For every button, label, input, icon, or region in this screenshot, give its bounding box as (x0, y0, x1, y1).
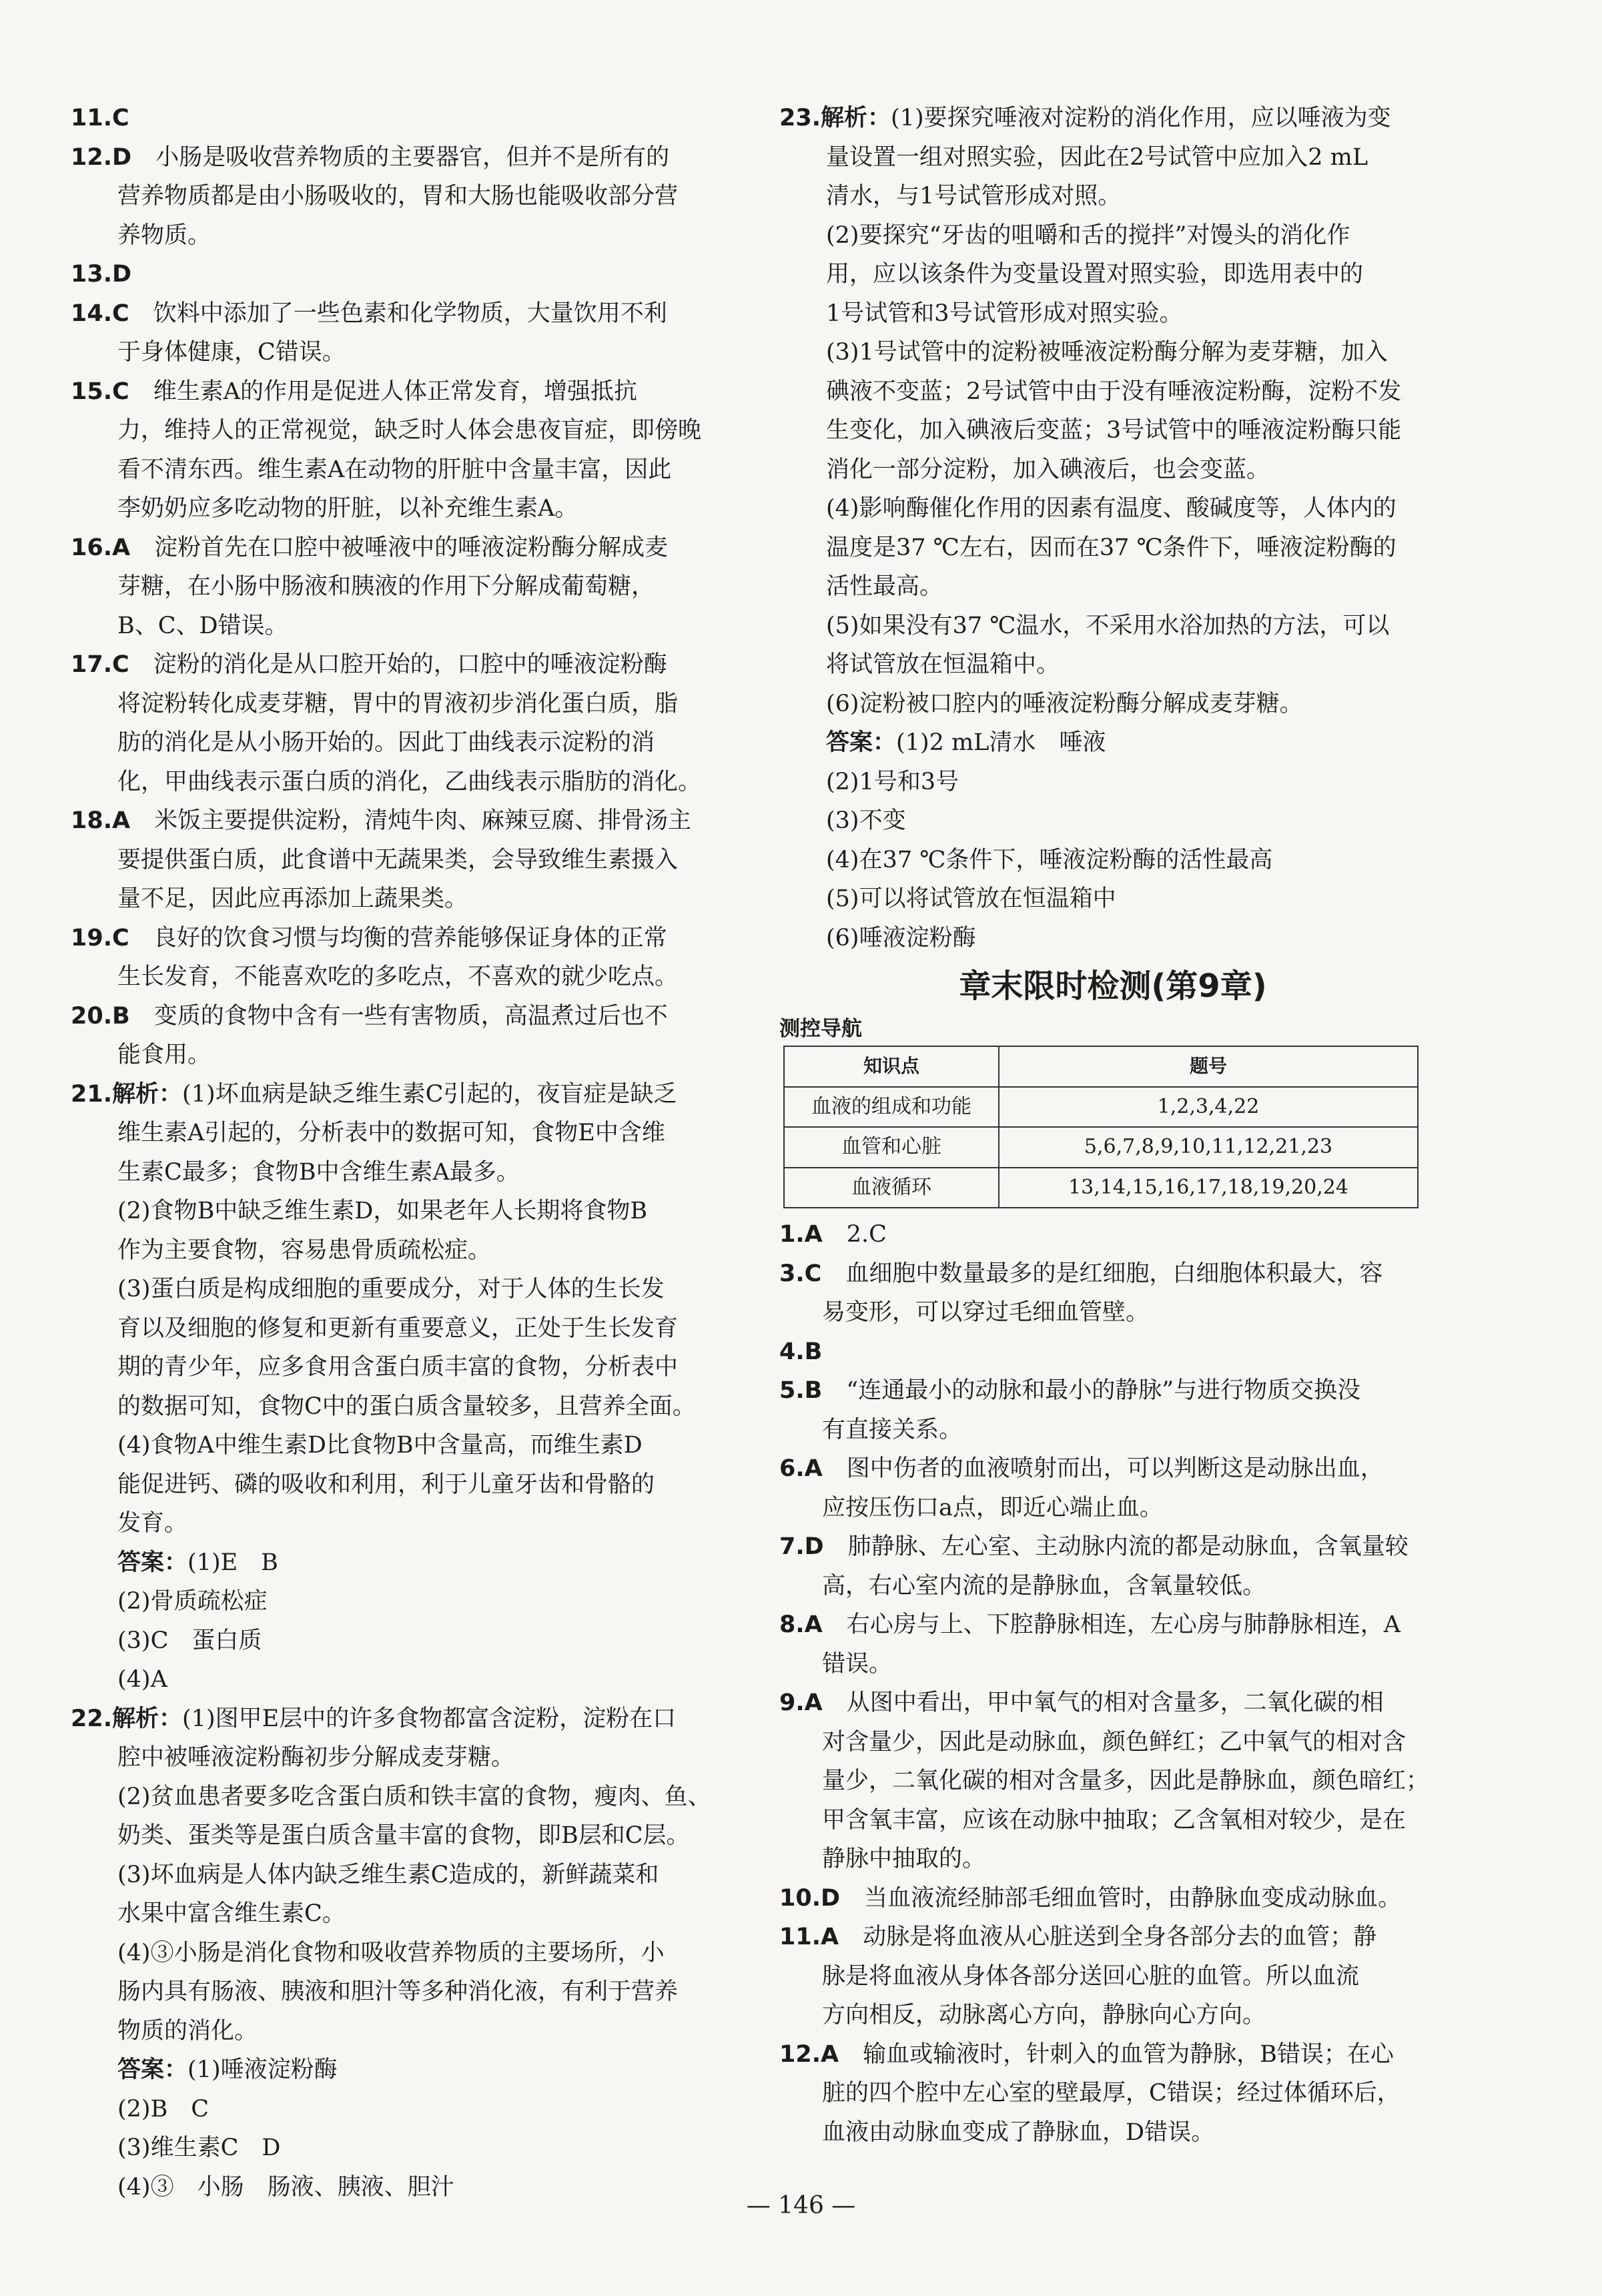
question-number: 18. (71, 807, 113, 834)
line-text: 当血液流经肺部毛细血管时，由静脉血变成动脉血。 (864, 1884, 1402, 1912)
nav-title: 测控导航 (779, 1017, 862, 1041)
text-line (71, 1192, 745, 1231)
text-line (779, 2035, 1447, 2074)
question-number: 15. (71, 378, 113, 405)
text-line (71, 1465, 745, 1505)
line-text: (3)1号试管中的淀粉被唾液淀粉酶分解为麦芽糖，加入 (826, 339, 1388, 366)
text-line (71, 528, 745, 568)
answer-letter: B (804, 1377, 823, 1404)
text-line (71, 607, 745, 646)
text-line (71, 1036, 745, 1075)
answers-block (779, 1215, 1447, 2152)
line-text: (1)2 mL清水 唾液 (896, 729, 1106, 756)
text-line (779, 1332, 1447, 1372)
answer-letter: D (112, 261, 132, 288)
line-text: 化，甲曲线表示蛋白质的消化，乙曲线表示脂肪的消化。 (117, 768, 702, 795)
question-number: 23. (779, 105, 821, 131)
text-line (779, 99, 1447, 138)
text-line (71, 958, 745, 997)
text-line (71, 1816, 745, 1856)
answer-letter: A (804, 1689, 823, 1716)
question-number: 9. (779, 1689, 805, 1716)
line-text: 生长发育，不能喜欢吃的多吃点，不喜欢的就少吃点。 (117, 964, 679, 990)
line-text: 淀粉首先在口腔中被唾液中的唾液淀粉酶分解成麦 (154, 534, 669, 561)
line-text: 腔中被唾液淀粉酶初步分解成麦芽糖。 (117, 1744, 515, 1771)
text-line (71, 1543, 745, 1583)
line-text: 脉是将血液从身体各部分送回心脏的血管。所以血流 (822, 1962, 1360, 1990)
line-text: (2)骨质疏松症 (117, 1588, 268, 1615)
question-number: 12. (71, 143, 113, 171)
line-text: (2)贫血患者要多吃含蛋白质和铁丰富的食物，瘦肉、鱼、 (117, 1783, 711, 1810)
text-line (779, 919, 1447, 958)
line-text: 肺静脉、左心室、主动脉内流的都是动脉血，含氧量较 (847, 1533, 1409, 1560)
line-text: 维生素A引起的，分析表中的数据可知，食物E中含维 (117, 1120, 665, 1146)
line-text: 养物质。 (117, 222, 212, 249)
question-number: 11. (71, 105, 113, 131)
text-line (779, 879, 1447, 919)
question-number: 19. (71, 924, 113, 951)
question-number: 7. (779, 1533, 805, 1560)
line-text: (1)唾液淀粉酶 (187, 2056, 338, 2083)
text-line (779, 1683, 1447, 1723)
table-header-question: 题号 (999, 1046, 1418, 1087)
line-text: 从图中看出，甲中氧气的相对含量多，二氧化碳的相 (846, 1689, 1384, 1716)
question-number: 5. (779, 1377, 805, 1404)
knowledge-table (783, 1046, 1419, 1208)
line-text: (6)唾液淀粉酶 (826, 924, 976, 951)
text-line (71, 879, 745, 919)
line-text: (1)图甲E层中的许多食物都富含淀粉，淀粉在口 (182, 1705, 677, 1732)
text-line (71, 255, 745, 294)
question-number: 21. (71, 1080, 113, 1108)
answer-letter: C (112, 300, 129, 327)
text-line (779, 1254, 1447, 1294)
question-number: 4. (779, 1338, 805, 1365)
answer-label: 答案： (117, 1549, 188, 1576)
text-line (779, 645, 1447, 685)
line-text: (2)B C (117, 2095, 210, 2123)
page-number: — 146 — (746, 2192, 856, 2219)
line-text: 的数据可知，食物C中的蛋白质含量较多，且营养全面。 (117, 1393, 696, 1420)
text-line (71, 1660, 745, 1699)
line-text: 力，维持人的正常视觉，缺乏时人体会患夜盲症，即傍晚 (117, 417, 702, 444)
text-line (779, 372, 1447, 412)
table-row (784, 1087, 1418, 1128)
line-text: 看不清东西。维生素A在动物的肝脏中含量丰富，因此 (117, 456, 672, 483)
text-line (779, 1801, 1447, 1840)
answer-letter: C (112, 651, 129, 678)
right-column (779, 99, 1447, 2152)
text-line (779, 841, 1447, 880)
line-text: 高，右心室内流的是静脉血，含氧量较低。 (822, 1572, 1266, 1599)
line-text: 图中伤者的血液喷射而出，可以判断这是动脉出血， (846, 1455, 1384, 1482)
line-text: 右心房与上、下腔静脉相连，左心房与肺静脉相连，A (846, 1611, 1401, 1638)
answer-letter: D (821, 1884, 841, 1912)
text-line (779, 1723, 1447, 1762)
text-line (71, 372, 745, 412)
answer-letter: B (804, 1338, 823, 1365)
table-cell-numbers: 5,6,7,8,9,10,11,12,21,23 (999, 1127, 1418, 1168)
line-text: 淀粉的消化是从口腔开始的，口腔中的唾液淀粉酶 (153, 651, 667, 678)
line-text: (4)影响酶催化作用的因素有温度、酸碱度等，人体内的 (826, 495, 1396, 522)
question-number: 16. (71, 534, 113, 561)
line-text: 将试管放在恒温箱中。 (826, 651, 1060, 678)
question-number: 17. (71, 651, 113, 678)
line-text: 变质的食物中含有一些有害物质，高温煮过后也不 (153, 1002, 668, 1030)
line-text: (4)在37 ℃条件下，唾液淀粉酶的活性最高 (826, 846, 1273, 873)
text-line (71, 1504, 745, 1543)
line-text: 清水，与1号试管形成对照。 (826, 183, 1122, 210)
line-text: (3)不变 (826, 807, 906, 834)
text-line (779, 1762, 1447, 1801)
text-line (779, 567, 1447, 607)
answer-label: 答案： (117, 2056, 188, 2083)
line-text: 血细胞中数量最多的是红细胞，白细胞体积最大，容 (845, 1260, 1383, 1287)
line-text: (2)食物B中缺乏维生素D，如果老年人长期将食物B (117, 1198, 648, 1224)
text-line (71, 1075, 745, 1114)
line-text: 温度是37 ℃左右，因而在37 ℃条件下，唾液淀粉酶的 (826, 534, 1396, 561)
line-text: (4)③ 小肠 肠液、胰液、胆汁 (117, 2173, 454, 2201)
text-line (71, 1621, 745, 1661)
question-number: 14. (71, 300, 113, 327)
text-line (71, 138, 745, 177)
text-line (779, 1918, 1447, 1957)
text-line (71, 2129, 745, 2168)
text-line (71, 489, 745, 528)
text-line (779, 1879, 1447, 1918)
line-text: 能食用。 (117, 1042, 212, 1068)
table-cell-topic: 血液的组成和功能 (784, 1087, 999, 1128)
text-line (71, 1699, 745, 1739)
question-23-block (779, 99, 1447, 958)
analysis-label: 解析： (112, 1705, 183, 1732)
text-line (71, 1582, 745, 1621)
text-line (71, 1934, 745, 1973)
question-number: 10. (779, 1884, 821, 1912)
line-text: B、C、D错误。 (117, 612, 288, 639)
text-line (71, 2090, 745, 2129)
line-text: 应按压伤口a点，即近心端止血。 (822, 1494, 1163, 1521)
line-text: (1)要探究唾液对淀粉的消化作用，应以唾液为变 (891, 105, 1391, 131)
section-title: 章末限时检测(第9章) (959, 968, 1267, 1005)
table-cell-numbers: 1,2,3,4,22 (999, 1087, 1418, 1128)
line-text: (2)1号和3号 (826, 768, 959, 795)
line-text: (5)如果没有37 ℃温水，不采用水浴加热的方法，可以 (826, 612, 1390, 639)
text-line (779, 1371, 1447, 1411)
text-line (71, 333, 745, 372)
text-line (71, 1426, 745, 1465)
line-text: 活性最高。 (826, 573, 943, 600)
text-line (779, 1527, 1447, 1567)
table-cell-topic: 血液循环 (784, 1168, 999, 1208)
line-text: 米饭主要提供淀粉，清炖牛肉、麻辣豆腐、排骨汤主 (154, 807, 692, 834)
text-line (779, 763, 1447, 802)
line-text: 芽糖，在小肠中肠液和胰液的作用下分解成葡萄糖， (117, 573, 655, 600)
analysis-label: 解析： (112, 1080, 183, 1108)
line-text: 将淀粉转化成麦芽糖，胃中的胃液初步消化蛋白质，脂 (117, 690, 679, 717)
text-line (71, 2012, 745, 2051)
left-column (71, 99, 745, 2207)
line-text: 输血或输液时，针刺入的血管为静脉，B错误；在心 (863, 2040, 1394, 2068)
text-line (71, 2050, 745, 2090)
line-text: 易变形，可以穿过毛细血管壁。 (822, 1299, 1150, 1326)
text-line (71, 1894, 745, 1934)
text-line (71, 1153, 745, 1192)
text-line (779, 489, 1447, 528)
text-line (71, 1270, 745, 1309)
line-text: (4)食物A中维生素D比食物B中含量高，而维生素D (117, 1432, 643, 1459)
line-text: 消化一部分淀粉，加入碘液后，也会变蓝。 (826, 456, 1270, 483)
line-text: 良好的饮食习惯与均衡的营养能够保证身体的正常 (153, 924, 667, 951)
answer-letter: A (112, 534, 131, 561)
question-number: 11. (779, 1924, 821, 1950)
answer-letter: C (112, 924, 129, 951)
table-cell-numbers: 13,14,15,16,17,18,19,20,24 (999, 1168, 1418, 1208)
line-text: 维生素A的作用是促进人体正常发育，增强抵抗 (153, 378, 637, 405)
answer-letter: D (112, 143, 132, 171)
text-line (779, 685, 1447, 724)
text-line (779, 607, 1447, 646)
text-line (779, 1449, 1447, 1489)
line-text: 于身体健康，C错误。 (117, 339, 346, 366)
line-text: 作为主要食物，容易患骨质疏松症。 (117, 1236, 492, 1264)
line-text: 物质的消化。 (117, 2017, 258, 2044)
line-text: 小肠是吸收营养物质的主要器官，但并不是所有的 (155, 143, 670, 171)
line-text: 发育。 (117, 1510, 188, 1537)
question-number: 1. (779, 1221, 805, 1248)
text-line (779, 177, 1447, 216)
text-line (779, 1840, 1447, 1879)
text-line (71, 1738, 745, 1778)
text-line (71, 1856, 745, 1895)
line-text: 肠内具有肠液、胰液和胆汁等多种消化液，有利于营养 (117, 1978, 679, 2005)
line-text: (5)可以将试管放在恒温箱中 (826, 885, 1116, 912)
text-line (779, 1293, 1447, 1332)
line-text: 水果中富含维生素C。 (117, 1900, 346, 1927)
answer-letter: A (804, 1611, 823, 1638)
line-text: 错误。 (822, 1650, 893, 1677)
question-number: 20. (71, 1002, 113, 1030)
text-line (779, 1489, 1447, 1528)
text-line (71, 763, 745, 802)
line-text: 血液由动脉血变成了静脉血，D错误。 (822, 2119, 1215, 2146)
text-line (71, 450, 745, 490)
line-text: 期的青少年，应多食用含蛋白质丰富的食物，分析表中 (117, 1354, 679, 1381)
text-line (779, 1996, 1447, 2035)
text-line (779, 294, 1447, 334)
line-text: 李奶奶应多吃动物的肝脏，以补充维生素A。 (117, 495, 578, 522)
line-text: 脏的四个腔中左心室的壁最厚，C错误；经过体循环后， (822, 2080, 1400, 2107)
line-text: 育以及细胞的修复和更新有重要意义，正处于生长发育 (117, 1314, 679, 1342)
line-text: 饮料中添加了一些色素和化学物质，大量饮用不利 (153, 300, 667, 327)
text-line (779, 255, 1447, 294)
question-number: 22. (71, 1705, 113, 1732)
answer-letter: B (112, 1002, 130, 1030)
text-line (71, 99, 745, 138)
question-number: 8. (779, 1611, 805, 1638)
text-line (779, 1215, 1447, 1254)
text-line (71, 723, 745, 763)
text-line (71, 841, 745, 880)
text-line (71, 997, 745, 1036)
text-line (779, 138, 1447, 177)
text-line (779, 450, 1447, 490)
table-row (784, 1168, 1418, 1208)
answer-letter: A (804, 1221, 823, 1248)
text-line (71, 1778, 745, 1817)
line-text: 量不足，因此应再添加上蔬果类。 (117, 885, 468, 912)
answer-letter: A (821, 2040, 839, 2068)
line-text: 肪的消化是从小肠开始的。因此丁曲线表示淀粉的消 (117, 729, 655, 756)
line-text: (1)E B (187, 1549, 278, 1576)
text-line (71, 801, 745, 841)
line-text: 1号试管和3号试管形成对照实验。 (826, 300, 1183, 327)
line-text: 奶类、蛋类等是蛋白质含量丰富的食物，即B层和C层。 (117, 1822, 690, 1849)
line-text: 方向相反，动脉离心方向，静脉向心方向。 (822, 2002, 1266, 2028)
text-line (71, 177, 745, 216)
table-header-row (784, 1046, 1418, 1087)
line-text: “连通最小的动脉和最小的静脉”与进行物质交换没 (846, 1377, 1361, 1404)
text-line (779, 411, 1447, 450)
answer-letter: D (804, 1533, 824, 1560)
line-text: (2)要探究“牙齿的咀嚼和舌的搅拌”对馒头的消化作 (826, 222, 1350, 249)
text-line (779, 1605, 1447, 1645)
line-text: (4)③小肠是消化食物和吸收营养物质的主要场所，小 (117, 1939, 665, 1966)
text-line (71, 919, 745, 958)
line-text: 静脉中抽取的。 (822, 1846, 986, 1872)
text-line (779, 1411, 1447, 1450)
answer-letter: C (112, 105, 129, 131)
text-line (779, 1567, 1447, 1606)
table-cell-topic: 血管和心脏 (784, 1127, 999, 1168)
text-line (779, 528, 1447, 568)
line-text: (3)坏血病是人体内缺乏维生素C造成的，新鲜蔬菜和 (117, 1861, 659, 1888)
line-text: 有直接关系。 (822, 1416, 963, 1443)
text-line (71, 1114, 745, 1153)
text-line (779, 2074, 1447, 2113)
text-line (779, 333, 1447, 372)
text-line (779, 1957, 1447, 1996)
line-text: 2.C (846, 1221, 887, 1248)
line-text: 量设置一组对照实验，因此在2号试管中应加入2 mL (826, 143, 1368, 171)
line-text: 用，应以该条件为变量设置对照实验，即选用表中的 (826, 261, 1364, 288)
answer-letter: A (804, 1455, 823, 1482)
text-line (71, 645, 745, 685)
line-text: (3)蛋白质是构成细胞的重要成分，对于人体的生长发 (117, 1276, 665, 1302)
text-line (779, 723, 1447, 763)
text-line (71, 685, 745, 724)
line-text: 量少，二氧化碳的相对含量多，因此是静脉血，颜色暗红； (822, 1768, 1430, 1794)
table-row (784, 1127, 1418, 1168)
answer-letter: C (804, 1260, 822, 1287)
analysis-label: 解析： (821, 105, 891, 131)
text-line (779, 216, 1447, 256)
text-line (71, 1231, 745, 1270)
line-text: 生素C最多；食物B中含维生素A最多。 (117, 1158, 520, 1186)
text-line (779, 2113, 1447, 2153)
text-line (779, 801, 1447, 841)
line-text: 生变化，加入碘液后变蓝；3号试管中的唾液淀粉酶只能 (826, 417, 1402, 444)
line-text: (3)维生素C D (117, 2135, 281, 2161)
line-text: 动脉是将血液从心脏送到全身各部分去的血管；静 (863, 1924, 1377, 1950)
table-header-knowledge: 知识点 (784, 1046, 999, 1087)
line-text: 能促进钙、磷的吸收和利用，利于儿童牙齿和骨骼的 (117, 1471, 655, 1498)
question-number: 3. (779, 1260, 805, 1287)
question-number: 6. (779, 1455, 805, 1482)
text-line (71, 567, 745, 607)
answer-letter: A (112, 807, 131, 834)
line-text: 对含量少，因此是动脉血，颜色鲜红；乙中氧气的相对含 (822, 1728, 1407, 1756)
line-text: (3)C 蛋白质 (117, 1627, 262, 1654)
text-line (71, 1348, 745, 1387)
answer-letter: C (112, 378, 129, 405)
question-number: 12. (779, 2040, 821, 2068)
line-text: (4)A (117, 1666, 167, 1693)
question-number: 13. (71, 261, 113, 288)
line-text: 营养物质都是由小肠吸收的，胃和大肠也能吸收部分营 (117, 183, 679, 210)
line-text: (6)淀粉被口腔内的唾液淀粉酶分解成麦芽糖。 (826, 690, 1303, 717)
text-line (779, 1645, 1447, 1684)
answer-letter: A (821, 1924, 839, 1950)
text-line (71, 1972, 745, 2012)
text-line (71, 411, 745, 450)
text-line (71, 1309, 745, 1349)
line-text: (1)坏血病是缺乏维生素C引起的，夜盲症是缺乏 (182, 1080, 677, 1108)
text-line (71, 1387, 745, 1427)
line-text: 甲含氧丰富，应该在动脉中抽取；乙含氧相对较少，是在 (822, 1806, 1407, 1834)
line-text: 碘液不变蓝；2号试管中由于没有唾液淀粉酶，淀粉不发 (826, 378, 1402, 405)
text-line (71, 294, 745, 334)
text-line (71, 216, 745, 256)
answer-label: 答案： (826, 729, 897, 756)
line-text: 要提供蛋白质，此食谱中无蔬果类，会导致维生素摄入 (117, 846, 679, 873)
